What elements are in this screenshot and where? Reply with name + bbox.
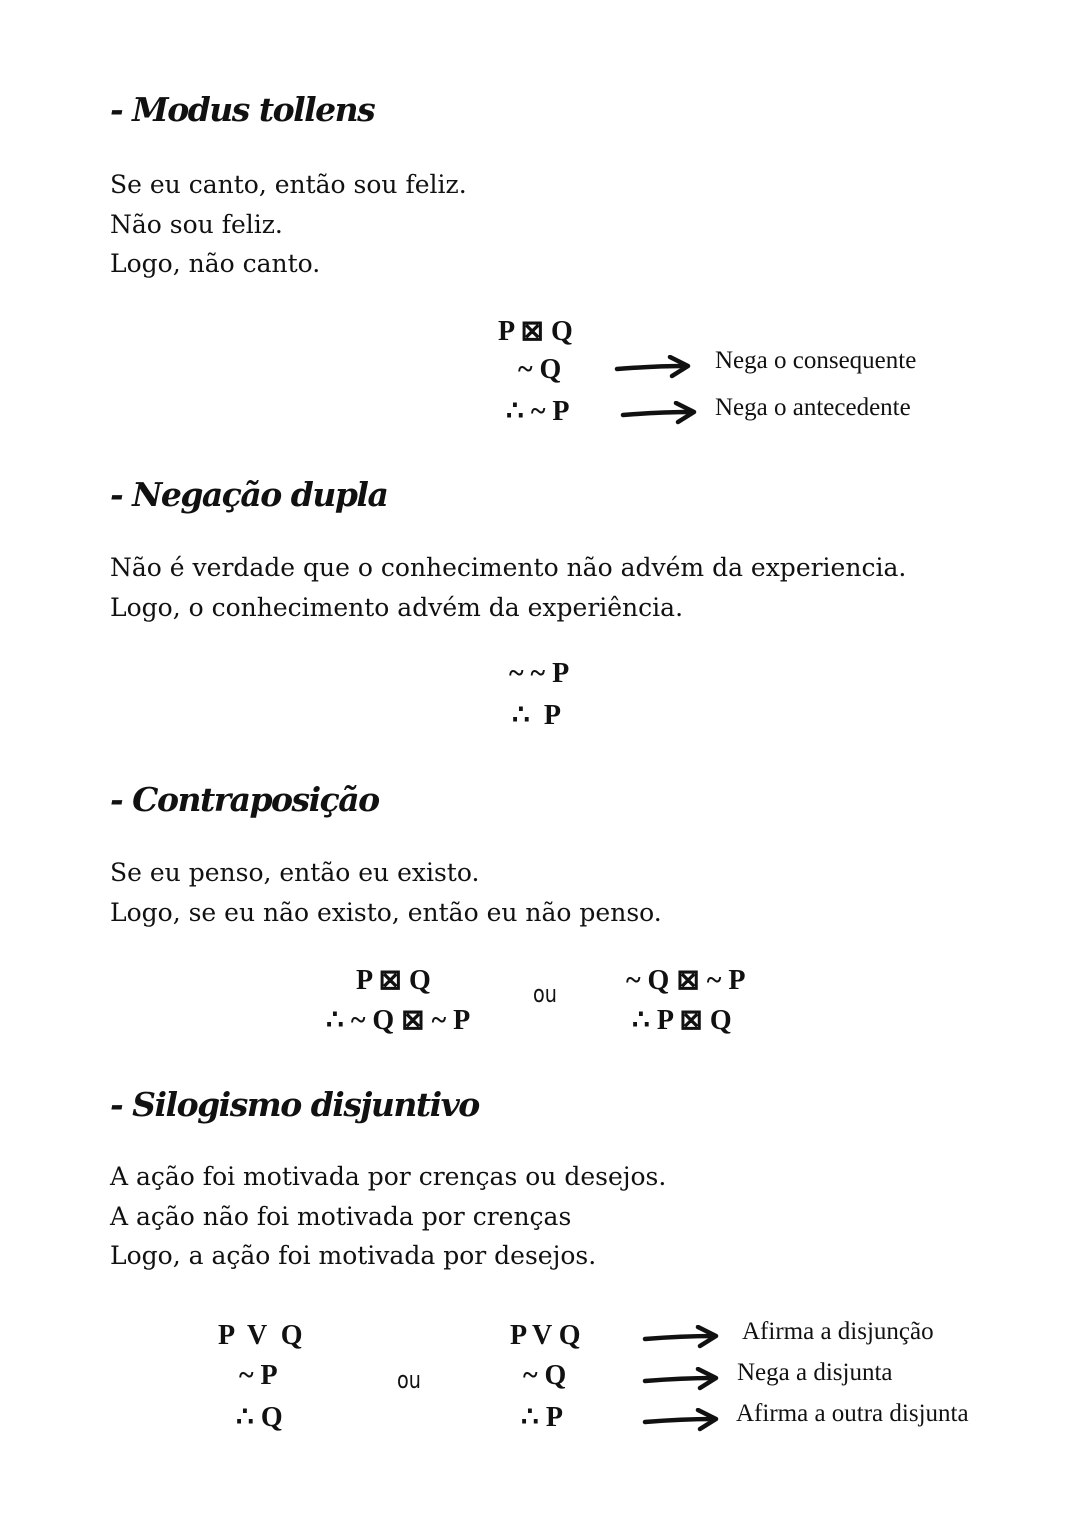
formula-line: P V Q (510, 1320, 581, 1351)
or-label: ou (532, 980, 557, 1008)
formula-line: ∴ ~ P (506, 396, 570, 427)
line: Não é verdade que o conhecimento não advém da experiencia. (110, 553, 907, 582)
formula-line: ~ P (239, 1360, 278, 1391)
annotation: Nega a disjunta (737, 1359, 893, 1386)
formula-line: ∴ P (512, 700, 561, 731)
formula-line: P V Q (218, 1320, 303, 1351)
heading-negacao-dupla: - Negação dupla (110, 475, 388, 514)
arrow-icon (614, 355, 692, 379)
heading-modus-tollens: - Modus tollens (110, 90, 375, 129)
arrow-icon (620, 401, 698, 425)
heading-contraposicao: - Contraposição (110, 780, 379, 819)
formula-line: P ⊠ Q (356, 965, 431, 996)
formula-line: ~ Q ⊠ ~ P (626, 965, 746, 996)
paragraph (110, 853, 662, 932)
line: Logo, se eu não existo, então eu não penso. (110, 897, 662, 927)
line: A ação não foi motivada por crenças (110, 1201, 572, 1231)
annotation: Nega o antecedente (715, 394, 911, 421)
line: Logo, não canto. (110, 249, 321, 278)
paragraph (110, 165, 467, 284)
or-label: ou (396, 1366, 421, 1394)
line: Se eu canto, então sou feliz. (110, 170, 467, 199)
paragraph (110, 1157, 666, 1276)
paragraph (110, 548, 906, 627)
formula-line: ~ ~ P (509, 658, 570, 689)
line: Se eu penso, então eu existo. (110, 858, 480, 887)
annotation: Nega o consequente (715, 347, 917, 374)
line: Logo, a ação foi motivada por desejos. (110, 1241, 597, 1270)
formula-line: ~ Q (518, 354, 562, 385)
formula-line: ∴ Q (236, 1402, 283, 1433)
line: Não sou feliz. (110, 209, 283, 239)
formula-line: P ⊠ Q (498, 316, 573, 347)
formula-line: ∴ P (521, 1402, 563, 1433)
formula-line: ∴ P ⊠ Q (632, 1005, 732, 1036)
arrow-icon (642, 1325, 720, 1349)
arrow-icon (642, 1367, 720, 1391)
formula-line: ∴ ~ Q ⊠ ~ P (326, 1005, 471, 1036)
line: Logo, o conhecimento advém da experiência. (110, 592, 684, 622)
formula-line: ~ Q (523, 1360, 567, 1391)
heading-silogismo-disjuntivo: - Silogismo disjuntivo (110, 1085, 479, 1124)
line: A ação foi motivada por crenças ou desejos. (110, 1162, 667, 1191)
arrow-icon (642, 1408, 720, 1432)
annotation: Afirma a outra disjunta (736, 1400, 969, 1427)
annotation: Afirma a disjunção (742, 1318, 934, 1345)
